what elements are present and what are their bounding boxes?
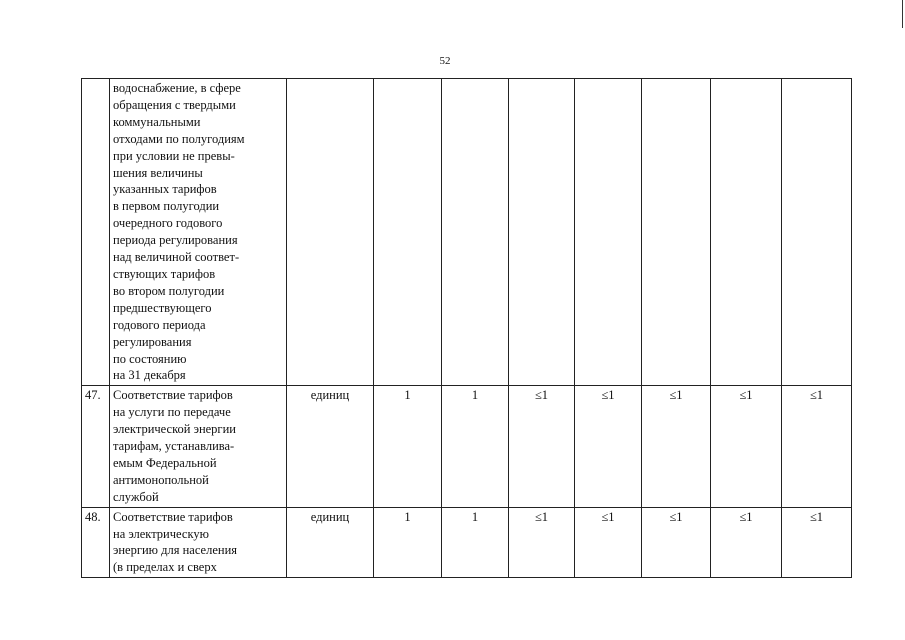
indicator-line: отходами по полугодиям	[113, 131, 245, 146]
indicator-line: водоснабжение, в сфере	[113, 81, 241, 95]
value-cell: ≤1	[642, 386, 711, 507]
indicator-name	[110, 507, 287, 578]
indicator-line: коммунальными	[113, 114, 201, 129]
indicator-line: при условии не превы-	[113, 148, 235, 163]
row-number	[82, 79, 110, 386]
indicator-line: по состоянию	[113, 351, 187, 366]
value-cell: 1	[442, 386, 509, 507]
row-number: 47.	[82, 386, 110, 507]
value-cell: 1	[374, 507, 442, 578]
value-cell: ≤1	[782, 386, 852, 507]
value-cell	[782, 79, 852, 386]
table-row	[82, 507, 852, 578]
value-cell: ≤1	[509, 386, 575, 507]
value-cell: ≤1	[575, 386, 642, 507]
indicator-name	[110, 79, 287, 386]
page-edge-mark	[902, 0, 903, 28]
indicator-line: регулирования	[113, 334, 192, 349]
indicator-line: Соответствие тарифов	[113, 388, 233, 403]
indicator-line: энергию для населения	[113, 543, 238, 558]
indicator-line: тарифам, устанавлива-	[113, 439, 235, 454]
unit-cell: единиц	[287, 507, 374, 578]
indicator-line: антимонопольной	[113, 472, 209, 487]
value-cell	[711, 79, 782, 386]
indicator-line: электрической энергии	[113, 422, 236, 437]
indicator-line: обращения с твердыми	[113, 97, 236, 112]
indicator-line: шения величины	[113, 165, 203, 180]
indicator-line: Соответствие тарифов	[113, 509, 233, 524]
value-cell: ≤1	[642, 507, 711, 578]
indicator-line: годового периода	[113, 317, 206, 332]
indicator-line: на электрическую	[113, 526, 209, 541]
table-row	[82, 79, 852, 386]
value-cell: ≤1	[509, 507, 575, 578]
value-cell	[642, 79, 711, 386]
indicators-table	[81, 78, 852, 578]
value-cell: ≤1	[782, 507, 852, 578]
unit-cell	[287, 79, 374, 386]
indicator-line: указанных тарифов	[113, 182, 217, 197]
page-number: 52	[439, 55, 451, 67]
table-body	[82, 79, 852, 578]
value-cell	[575, 79, 642, 386]
value-cell: ≤1	[711, 507, 782, 578]
indicator-line: (в пределах и сверх	[113, 560, 217, 575]
indicator-line: на 31 декабря	[113, 368, 186, 383]
table-row	[82, 386, 852, 507]
indicator-line: службой	[113, 489, 159, 504]
indicator-line: ствующих тарифов	[113, 266, 216, 281]
indicator-line: очередного годового	[113, 216, 223, 231]
indicator-name	[110, 386, 287, 507]
unit-cell: единиц	[287, 386, 374, 507]
value-cell: ≤1	[575, 507, 642, 578]
value-cell: 1	[442, 507, 509, 578]
value-cell	[509, 79, 575, 386]
value-cell: ≤1	[711, 386, 782, 507]
row-number: 48.	[82, 507, 110, 578]
value-cell: 1	[374, 386, 442, 507]
value-cell	[374, 79, 442, 386]
indicator-line: на услуги по передаче	[113, 405, 231, 420]
indicator-line: в первом полугодии	[113, 199, 220, 214]
indicator-line: над величиной соответ-	[113, 250, 240, 265]
indicator-line: предшествующего	[113, 300, 212, 315]
indicator-line: емым Федеральной	[113, 455, 217, 470]
indicator-line: периода регулирования	[113, 233, 238, 248]
value-cell	[442, 79, 509, 386]
indicator-line: во втором полугодии	[113, 283, 225, 298]
